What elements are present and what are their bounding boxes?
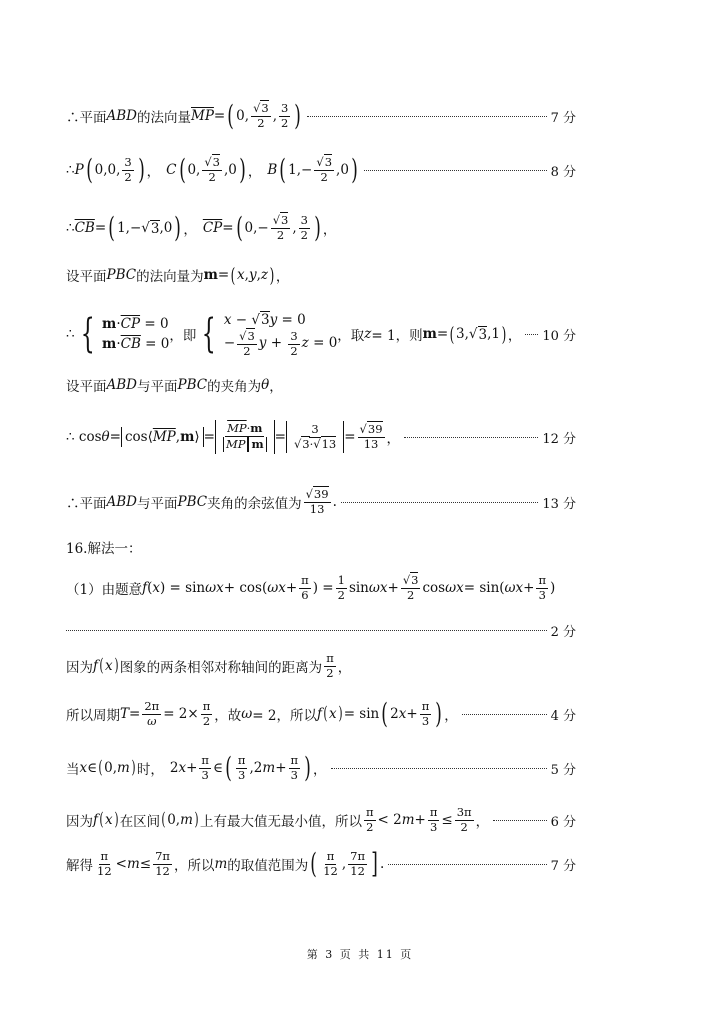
dot-leader [462, 714, 547, 715]
score-label: 8 分 [550, 164, 576, 180]
math-content: 因为 f ( x ) 图象的两条相邻对称轴间的距离为 $\frac{\pi}{2}$ ， [66, 651, 352, 680]
math-content: 解得 $\frac{\pi}{12}$ < m ≤ $\frac{7\pi}{12}$ ，所以 m 的取值范围为 ( $\frac{\pi}{12}$ , $\frac{7\pi}{12}$ ] . [66, 847, 385, 880]
line-m-range [66, 844, 576, 884]
score-label: 4 分 [550, 708, 576, 724]
score-label: 5 分 [550, 762, 576, 778]
line-max-condition [66, 800, 576, 840]
line-problem-16-heading [66, 536, 576, 558]
line-score-2 [66, 620, 576, 640]
line-point-coordinates [66, 150, 576, 190]
line-set-normal-pbc [66, 262, 576, 288]
score-label: 7 分 [550, 110, 576, 126]
line-angle-theta [66, 372, 576, 398]
dot-leader [388, 864, 546, 865]
math-content: ∴平面 ABD 与平面 PBC 夹角的余弦值为 √ $\frac{39}{13}$ . [66, 488, 337, 515]
math-content: ∴ $\overline{CB}$ = ( 1,− √ 3 ,0 ) ， $\overline{CP}$ = ( 0,− √ $\frac{3}{2}$ , $\frac{3}{2}$ ) ， [66, 214, 336, 242]
line-vectors-cb-cp [66, 208, 576, 248]
math-content: 所以周期 T = $\frac{2\pi}{\omega}$ = 2× $\frac{\pi}{2}$ ，故 ω = 2，所以 f ( x ) = sin ( 2 x + $\frac{\pi}{3}$ ) ， [66, 697, 458, 730]
score-label: 7 分 [550, 858, 576, 874]
line-cosine-calc [66, 414, 576, 460]
line-equation-system [66, 304, 576, 364]
line-normal-vector-abd [66, 96, 576, 136]
score-label: 6 分 [550, 814, 576, 830]
problem-heading: 16.解法一： [66, 541, 142, 557]
line-f-simplify [66, 568, 576, 608]
math-content: （1）由题意 f ( x ) = sin ωx + cos( ωx + $\frac{\pi}{6}$ ) = $\frac{1}{2}$ sin ωx + √ $\frac{3}{2}$ cos ωx = sin( ωx + $\frac{\pi}{3}$ ) [66, 574, 555, 601]
dot-leader [66, 630, 547, 631]
dot-leader [493, 820, 547, 821]
math-content: ∴平面 ABD 的法向量 $\overline{MP}$ = ( 0, √ $\frac{3}{2}$ , $\frac{3}{2}$ ) [66, 102, 303, 130]
dot-leader [525, 334, 538, 335]
math-content: ∴ P ( 0,0, $\frac{3}{2}$ ) ， C ( 0, √ $\frac{3}{2}$ ,0 ) ， B ( 1,− √ $\frac{3}{2}$ ,0 ) [66, 156, 360, 184]
math-content: 设平面 ABD 与平面 PBC 的夹角为 θ ， [66, 377, 283, 395]
math-content: ∴ cos θ = cos⟨ $\overline{MP}$ , m ⟩ = $\overline{MP}\cdot m$ $\overline{MP}$ m = 3 √ 3· √ 13 = √ $\frac{39}{13}$ ， [66, 420, 400, 453]
math-content: ∴ { $m\cdot\overline{CP} = 0$ $m\cdot\overline{CB} = 0$ ，即 { x − √ 3y = 0 − √ $\frac{3}{2}$ y + $\frac{3}{2}$ z = 0 ，取 z = 1，则 m = ( 3, √ 3 ,1 ) ， [66, 310, 521, 358]
line-period [66, 694, 576, 734]
math-content: 设平面 PBC 的法向量为 m = ( x , y , z ) ， [66, 263, 290, 287]
dot-leader [331, 768, 547, 769]
page-footer: 第 3 页 共 11 页 [306, 948, 414, 961]
line-x-interval [66, 748, 576, 788]
math-content: 因为 f ( x ) 在区间 ( 0, m ) 上有最大值无最小值，所以 $\frac{\pi}{2}$ < 2 m + $\frac{\pi}{3}$ ≤ $\frac{3\pi}{2}$ ， [66, 805, 490, 834]
dot-leader [341, 502, 538, 503]
dot-leader [404, 437, 538, 438]
dot-leader [364, 170, 547, 171]
dot-leader [307, 116, 546, 117]
score-label: 2 分 [550, 624, 576, 640]
score-label: 12 分 [542, 431, 576, 447]
score-label: 13 分 [542, 496, 576, 512]
line-symmetry-distance [66, 646, 576, 686]
score-label: 10 分 [542, 328, 576, 344]
line-cosine-result [66, 482, 576, 522]
math-content: 当 x ∈ ( 0, m ) 时， 2 x + $\frac{\pi}{3}$ ∈ ( $\frac{\pi}{3}$ ,2 m + $\frac{\pi}{3}$ ) ， [66, 751, 327, 784]
